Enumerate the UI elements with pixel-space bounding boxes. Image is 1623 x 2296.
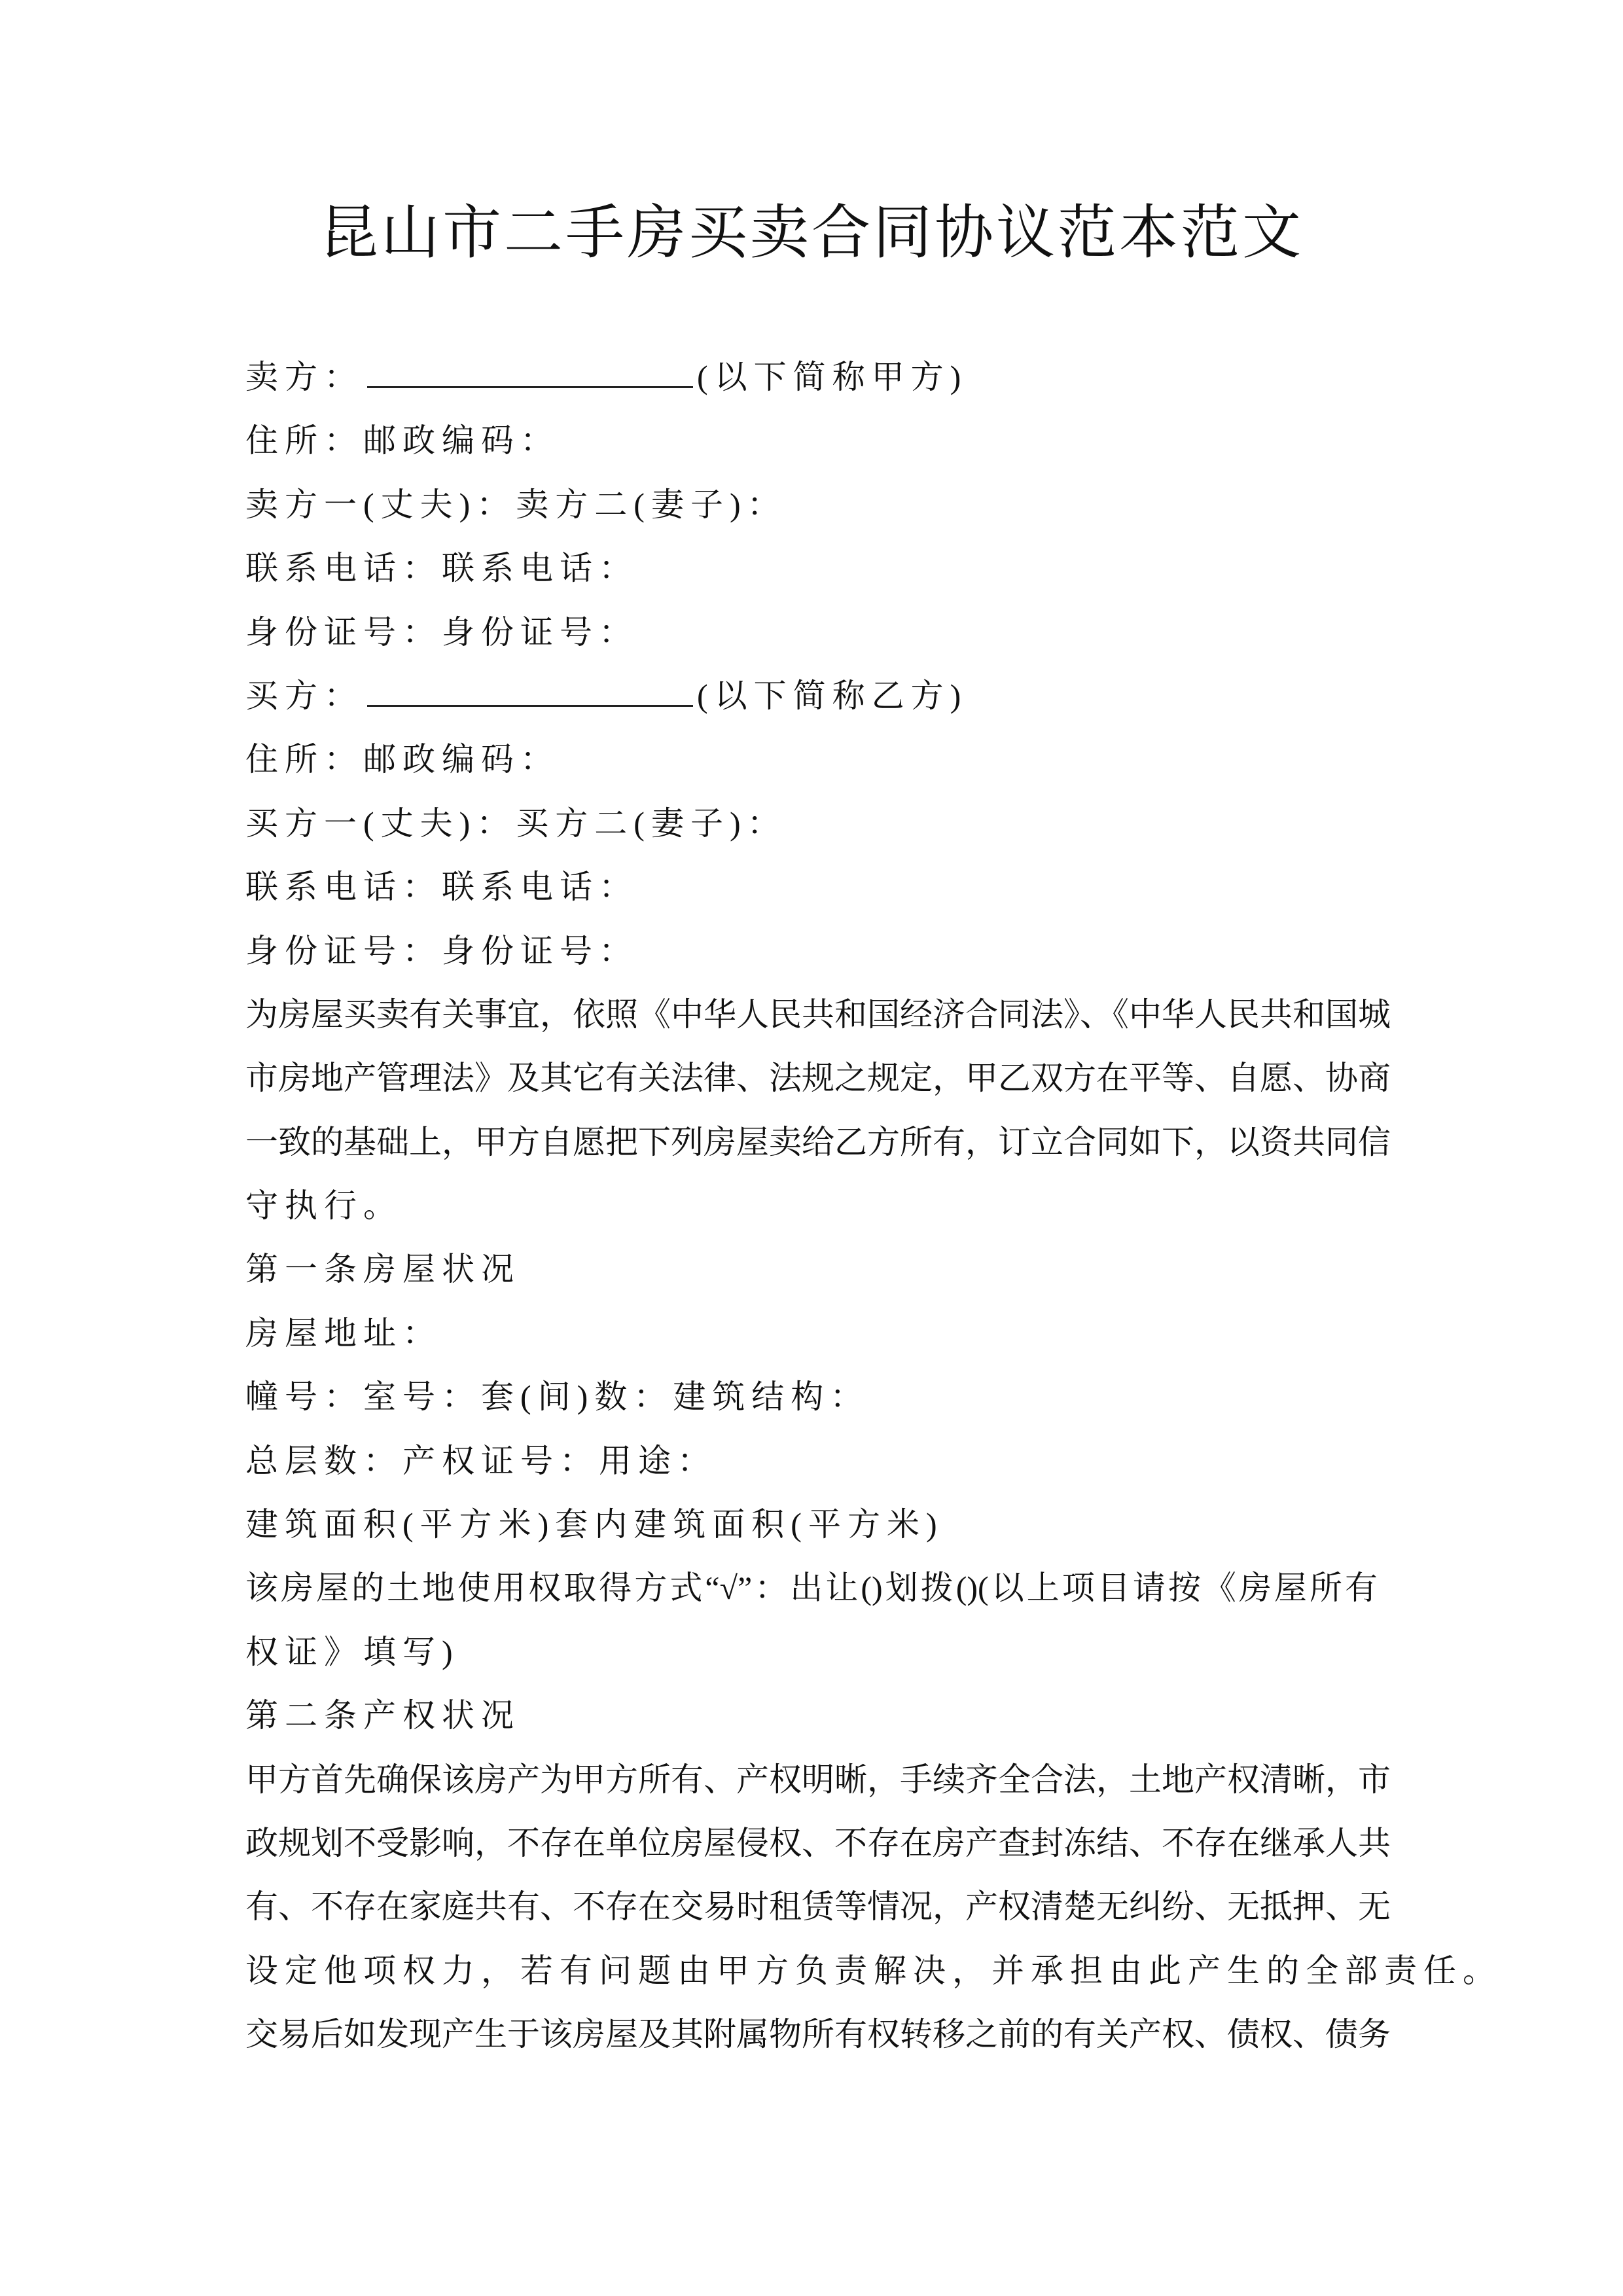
- text-line: 住所：邮政编码：: [245, 741, 560, 778]
- text-line: 建筑面积(平方米)套内建筑面积(平方米): [245, 1506, 944, 1543]
- text-line: 该房屋的土地使用权取得方式“√”：出让()划拨()(以上项目请按《房屋所有: [245, 1570, 1378, 1607]
- field-suffix: (以下简称甲方): [697, 359, 968, 395]
- text-line: 甲方首先确保该房产为甲方所有、产权明晰，手续齐全合法，土地产权清晰，市: [245, 1761, 1391, 1798]
- text-line: 政规划不受影响，不存在单位房屋侵权、不存在房产查封冻结、不存在继承人共: [245, 1824, 1391, 1861]
- text-line: 交易后如发现产生于该房屋及其附属物所有权转移之前的有关产权、债权、债务: [245, 2016, 1391, 2053]
- text-line: [245, 346, 1378, 409]
- field-label: 买方：: [245, 677, 363, 714]
- text-line: 第一条房屋状况: [245, 1251, 520, 1288]
- text-line: 幢号：室号：套(间)数：建筑结构：: [245, 1378, 870, 1416]
- text-line: 为房屋买卖有关事宜，依照《中华人民共和国经济合同法》、《中华人民共和国城: [245, 996, 1391, 1033]
- text-line: 身份证号：身份证号：: [245, 613, 638, 651]
- field-suffix: (以下简称乙方): [697, 677, 968, 714]
- text-line: 联系电话：联系电话：: [245, 869, 638, 906]
- text-line: 住所：邮政编码：: [245, 422, 560, 459]
- field-label: 卖方：: [245, 359, 363, 395]
- text-line: 总层数：产权证号：用途：: [245, 1442, 717, 1479]
- text-line: 联系电话：联系电话：: [245, 550, 638, 587]
- text-line: 权证》填写): [245, 1633, 459, 1670]
- text-line: 身份证号：身份证号：: [245, 932, 638, 969]
- text-line: 卖方一(丈夫)：卖方二(妻子)：: [245, 486, 787, 523]
- fill-in-blank[interactable]: [367, 664, 693, 707]
- document-title: 昆山市二手房买卖合同协议范本范文: [319, 201, 1304, 266]
- fill-in-blank[interactable]: [367, 346, 693, 388]
- text-line: 第二条产权状况: [245, 1697, 520, 1734]
- text-line: 买方一(丈夫)：买方二(妻子)：: [245, 804, 787, 842]
- text-line: 市房地产管理法》及其它有关法律、法规之规定，甲乙双方在平等、自愿、协商: [245, 1060, 1391, 1097]
- text-line: 设定他项权力，若有问题由甲方负责解决，并承担由此产生的全部责任。: [245, 1952, 1502, 1989]
- text-line: 有、不存在家庭共有、不存在交易时租赁等情况，产权清楚无纠纷、无抵押、无: [245, 1888, 1391, 1926]
- text-line: 房屋地址：: [245, 1314, 442, 1352]
- text-line: [245, 664, 1378, 728]
- document-body: [245, 346, 1502, 2067]
- text-line: 一致的基础上，甲方自愿把下列房屋卖给乙方所有，订立合同如下，以资共同信: [245, 1123, 1391, 1160]
- text-line: 守执行。: [245, 1187, 402, 1225]
